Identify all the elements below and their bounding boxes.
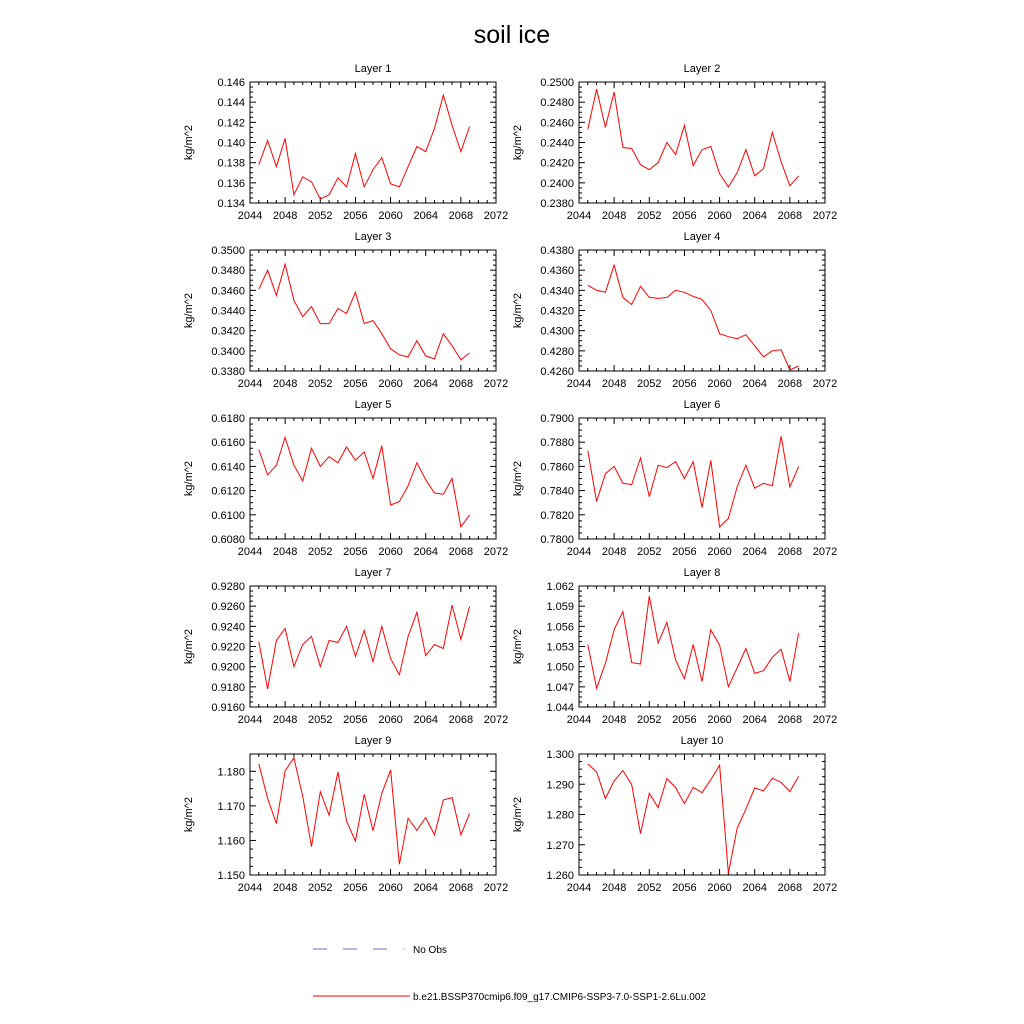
x-tick-label: 2056 <box>672 882 697 894</box>
x-tick-label: 2064 <box>413 882 438 894</box>
y-tick-label: 0.4300 <box>540 325 574 338</box>
y-tick-label: 0.2480 <box>540 97 574 110</box>
x-tick-label: 2064 <box>413 210 438 222</box>
y-axis-label: kg/m^2 <box>512 628 524 665</box>
y-tick-label: 0.142 <box>217 117 245 130</box>
x-tick-label: 2056 <box>343 378 368 390</box>
panel-layer-3 <box>183 231 508 390</box>
x-tick-label: 2044 <box>237 882 263 894</box>
x-tick-label: 2072 <box>483 714 509 726</box>
x-tick-label: 2072 <box>812 378 838 390</box>
y-tick-label: 0.9200 <box>211 661 245 674</box>
x-tick-label: 2068 <box>777 714 803 726</box>
panel-grid <box>183 63 837 894</box>
x-tick-label: 2060 <box>707 714 732 726</box>
y-tick-label: 0.9220 <box>211 641 245 654</box>
x-tick-label: 2044 <box>566 546 592 558</box>
series-line <box>588 764 799 873</box>
legend-no-obs-label: No Obs <box>413 945 447 956</box>
legend <box>313 945 706 1003</box>
y-tick-label: 0.6180 <box>211 413 245 425</box>
x-tick-label: 2060 <box>378 714 403 726</box>
legend-model-label: b.e21.BSSP370cmip6.f09_g17.CMIP6-SSP3-7.0-SSP1-2.6Lu.002 <box>413 992 706 1003</box>
y-tick-label: 0.2400 <box>540 177 574 190</box>
y-axis-label: kg/m^2 <box>183 460 195 497</box>
x-tick-label: 2068 <box>448 882 474 894</box>
y-tick-label: 0.3500 <box>211 245 245 257</box>
x-tick-label: 2072 <box>483 546 509 558</box>
y-tick-label: 0.7840 <box>540 485 574 498</box>
series-line <box>259 95 470 199</box>
y-tick-label: 0.4280 <box>540 345 574 358</box>
y-tick-label: 0.3440 <box>211 305 245 318</box>
x-tick-label: 2064 <box>742 714 767 726</box>
x-tick-label: 2068 <box>777 546 803 558</box>
x-tick-label: 2068 <box>448 546 474 558</box>
panel-title: Layer 1 <box>354 63 392 75</box>
x-tick-label: 2048 <box>272 378 298 390</box>
y-axis-label: kg/m^2 <box>512 292 524 329</box>
x-tick-label: 2048 <box>601 546 627 558</box>
x-tick-label: 2060 <box>378 378 403 390</box>
y-tick-label: 0.3480 <box>211 265 245 278</box>
x-tick-label: 2072 <box>812 714 838 726</box>
y-tick-label: 0.3380 <box>211 366 245 378</box>
x-tick-label: 2056 <box>343 546 368 558</box>
y-tick-label: 0.7860 <box>540 461 574 474</box>
series-line <box>588 89 799 187</box>
x-tick-label: 2068 <box>777 378 803 390</box>
y-tick-label: 0.136 <box>217 177 245 190</box>
panel-title: Layer 10 <box>680 735 724 747</box>
x-tick-label: 2064 <box>742 882 767 894</box>
plot-frame <box>579 586 825 707</box>
y-tick-label: 0.6080 <box>211 534 245 546</box>
y-tick-label: 0.9240 <box>211 621 245 634</box>
y-tick-label: 0.134 <box>217 198 245 210</box>
y-tick-label: 1.047 <box>546 681 574 694</box>
x-tick-label: 2068 <box>448 378 474 390</box>
y-tick-label: 1.300 <box>546 749 574 761</box>
x-tick-label: 2048 <box>272 546 298 558</box>
x-tick-label: 2064 <box>742 378 767 390</box>
y-axis-label: kg/m^2 <box>183 124 195 161</box>
x-tick-label: 2044 <box>566 882 592 894</box>
x-tick-label: 2048 <box>272 714 298 726</box>
y-axis-label: kg/m^2 <box>183 292 195 329</box>
y-tick-label: 0.9280 <box>211 581 245 593</box>
panel-layer-5 <box>183 399 508 558</box>
x-tick-label: 2068 <box>777 882 803 894</box>
x-tick-label: 2048 <box>601 378 627 390</box>
y-tick-label: 0.9260 <box>211 601 245 614</box>
x-tick-label: 2044 <box>237 714 263 726</box>
y-axis-label: kg/m^2 <box>512 460 524 497</box>
panel-layer-9 <box>183 735 508 894</box>
y-tick-label: 0.4260 <box>540 366 574 378</box>
y-tick-label: 0.7900 <box>540 413 574 425</box>
y-tick-label: 0.4360 <box>540 265 574 278</box>
x-tick-label: 2048 <box>601 210 627 222</box>
panel-title: Layer 4 <box>683 231 721 243</box>
x-tick-label: 2072 <box>483 378 509 390</box>
x-tick-label: 2060 <box>707 882 732 894</box>
plot-frame <box>579 82 825 203</box>
y-tick-label: 0.140 <box>217 137 245 150</box>
y-tick-label: 1.180 <box>217 766 245 779</box>
panel-title: Layer 2 <box>683 63 721 75</box>
x-tick-label: 2072 <box>812 546 838 558</box>
x-tick-label: 2044 <box>566 714 592 726</box>
panel-title: Layer 8 <box>683 567 721 579</box>
x-tick-label: 2064 <box>413 546 438 558</box>
x-tick-label: 2064 <box>413 378 438 390</box>
x-tick-label: 2056 <box>343 714 368 726</box>
x-tick-label: 2064 <box>742 210 767 222</box>
series-line <box>259 758 470 865</box>
x-tick-label: 2052 <box>308 882 333 894</box>
x-tick-label: 2052 <box>637 378 662 390</box>
y-tick-label: 1.053 <box>546 641 574 654</box>
y-tick-label: 0.138 <box>217 157 245 170</box>
y-tick-label: 0.2380 <box>540 198 574 210</box>
y-tick-label: 1.160 <box>217 835 245 848</box>
x-tick-label: 2052 <box>637 714 662 726</box>
y-tick-label: 0.6100 <box>211 509 245 522</box>
x-tick-label: 2064 <box>413 714 438 726</box>
x-tick-label: 2052 <box>637 882 662 894</box>
x-tick-label: 2060 <box>707 210 732 222</box>
y-tick-label: 1.170 <box>217 800 245 813</box>
plot-frame <box>250 82 496 203</box>
x-tick-label: 2052 <box>308 210 333 222</box>
x-tick-label: 2056 <box>672 210 697 222</box>
y-axis-label: kg/m^2 <box>512 796 524 833</box>
x-tick-label: 2056 <box>672 714 697 726</box>
figure-title: soil ice <box>473 21 551 49</box>
x-tick-label: 2044 <box>566 378 592 390</box>
plot-frame <box>579 250 825 371</box>
y-tick-label: 0.146 <box>217 77 245 89</box>
x-tick-label: 2048 <box>272 210 298 222</box>
series-line <box>588 596 799 688</box>
y-tick-label: 1.056 <box>546 621 574 634</box>
y-tick-label: 0.2500 <box>540 77 574 89</box>
y-axis-label: kg/m^2 <box>183 628 195 665</box>
x-tick-label: 2060 <box>707 378 732 390</box>
y-tick-label: 0.6120 <box>211 485 245 498</box>
y-tick-label: 1.044 <box>546 702 574 714</box>
y-tick-label: 1.050 <box>546 661 574 674</box>
y-tick-label: 0.6160 <box>211 437 245 450</box>
y-tick-label: 0.2420 <box>540 157 574 170</box>
x-tick-label: 2068 <box>448 714 474 726</box>
panel-layer-8 <box>512 567 837 726</box>
x-tick-label: 2056 <box>672 378 697 390</box>
x-tick-label: 2048 <box>601 882 627 894</box>
plot-frame <box>250 754 496 875</box>
x-tick-label: 2060 <box>378 546 403 558</box>
x-tick-label: 2064 <box>742 546 767 558</box>
y-tick-label: 0.7880 <box>540 437 574 450</box>
y-tick-label: 0.9160 <box>211 702 245 714</box>
x-tick-label: 2060 <box>378 882 403 894</box>
series-line <box>259 437 470 527</box>
x-tick-label: 2072 <box>812 882 838 894</box>
y-tick-label: 0.7820 <box>540 509 574 522</box>
y-tick-label: 1.059 <box>546 601 574 614</box>
series-line <box>588 436 799 527</box>
x-tick-label: 2044 <box>237 210 263 222</box>
x-tick-label: 2052 <box>308 714 333 726</box>
plot-frame <box>250 250 496 371</box>
plot-frame <box>579 754 825 875</box>
y-tick-label: 0.9180 <box>211 681 245 694</box>
x-tick-label: 2048 <box>272 882 298 894</box>
y-tick-label: 0.3400 <box>211 345 245 358</box>
y-tick-label: 0.4380 <box>540 245 574 257</box>
y-tick-label: 0.3460 <box>211 285 245 298</box>
y-tick-label: 1.260 <box>546 870 574 882</box>
y-tick-label: 0.7800 <box>540 534 574 546</box>
x-tick-label: 2048 <box>601 714 627 726</box>
panel-layer-4 <box>512 231 837 390</box>
y-tick-label: 1.150 <box>217 870 245 882</box>
x-tick-label: 2072 <box>483 210 509 222</box>
plot-frame <box>250 586 496 707</box>
y-tick-label: 0.4320 <box>540 305 574 318</box>
panel-layer-7 <box>183 567 508 726</box>
y-tick-label: 0.6140 <box>211 461 245 474</box>
y-axis-label: kg/m^2 <box>183 796 195 833</box>
x-tick-label: 2052 <box>308 546 333 558</box>
x-tick-label: 2072 <box>812 210 838 222</box>
x-tick-label: 2052 <box>308 378 333 390</box>
x-tick-label: 2068 <box>448 210 474 222</box>
y-tick-label: 0.144 <box>217 97 245 110</box>
y-tick-label: 0.2440 <box>540 137 574 150</box>
panel-layer-10 <box>512 735 837 894</box>
x-tick-label: 2060 <box>378 210 403 222</box>
panel-layer-6 <box>512 399 837 558</box>
x-tick-label: 2056 <box>672 546 697 558</box>
panel-title: Layer 3 <box>354 231 392 243</box>
y-tick-label: 0.3420 <box>211 325 245 338</box>
series-line <box>259 605 470 689</box>
y-tick-label: 1.280 <box>546 809 574 822</box>
x-tick-label: 2052 <box>637 210 662 222</box>
panel-title: Layer 9 <box>354 735 392 747</box>
panel-title: Layer 7 <box>354 567 392 579</box>
panel-layer-2 <box>512 63 837 222</box>
x-tick-label: 2072 <box>483 882 509 894</box>
y-tick-label: 1.270 <box>546 839 574 852</box>
y-tick-label: 0.2460 <box>540 117 574 130</box>
x-tick-label: 2044 <box>566 210 592 222</box>
x-tick-label: 2044 <box>237 546 263 558</box>
series-line <box>588 265 799 370</box>
panel-layer-1 <box>183 63 508 222</box>
y-axis-label: kg/m^2 <box>512 124 524 161</box>
y-tick-label: 1.290 <box>546 779 574 792</box>
panel-title: Layer 5 <box>354 399 392 411</box>
x-tick-label: 2052 <box>637 546 662 558</box>
series-line <box>259 264 470 360</box>
x-tick-label: 2068 <box>777 210 803 222</box>
y-tick-label: 0.4340 <box>540 285 574 298</box>
panel-title: Layer 6 <box>683 399 721 411</box>
x-tick-label: 2060 <box>707 546 732 558</box>
x-tick-label: 2056 <box>343 210 368 222</box>
x-tick-label: 2056 <box>343 882 368 894</box>
y-tick-label: 1.062 <box>546 581 574 593</box>
x-tick-label: 2044 <box>237 378 263 390</box>
